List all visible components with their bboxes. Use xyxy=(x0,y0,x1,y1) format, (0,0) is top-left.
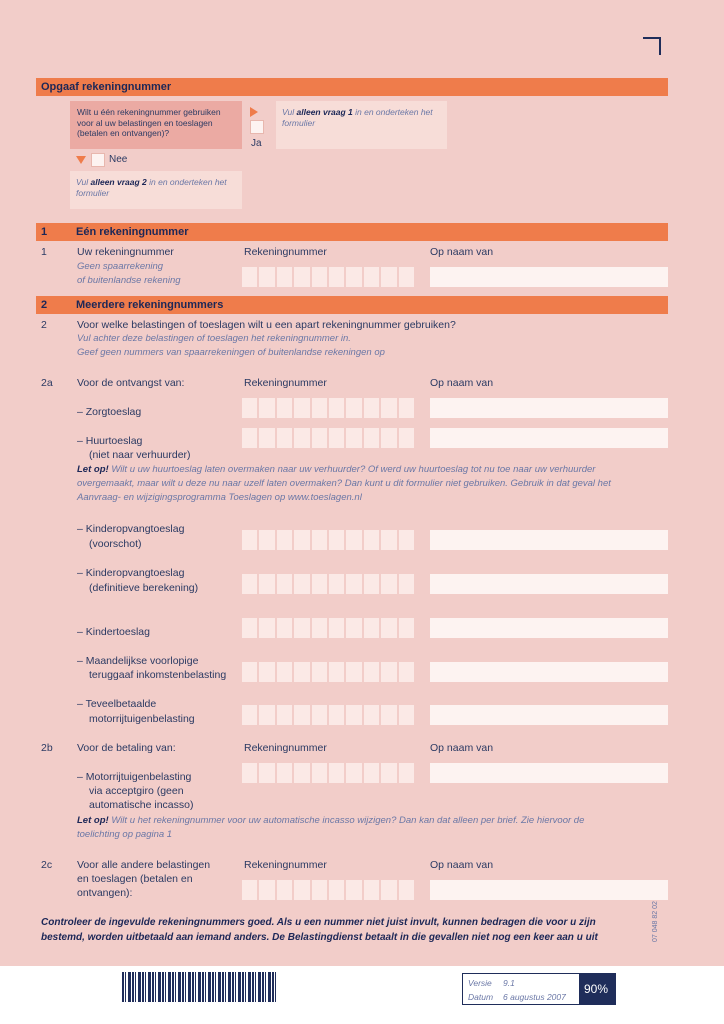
warning-text: overgemaakt, maar wilt u deze nu naar uzelf laten overmaken? Dan kunt u dit formulier niet gebruiken. Gebruik in dat geval het xyxy=(77,478,611,489)
version-label: Versie xyxy=(468,978,492,988)
warning-label: Let op! xyxy=(77,815,109,826)
account-name-field[interactable] xyxy=(430,398,668,418)
account-number-field[interactable] xyxy=(242,398,414,418)
barcode xyxy=(122,972,278,1002)
item-huurtoeslag: – Huurtoeslag xyxy=(77,435,143,447)
account-number-field[interactable] xyxy=(242,763,414,783)
yes-note-prefix: Vul xyxy=(282,107,295,117)
item-motorrijtuigenbelasting-sub: automatische incasso) xyxy=(89,799,194,811)
question-text: Voor welke belastingen of toeslagen wilt u een apart rekeningnummer gebruiken? xyxy=(77,319,456,331)
item-kinderopvang-definitief: – Kinderopvangtoeslag xyxy=(77,567,185,579)
section-title: Meerdere rekeningnummers xyxy=(76,299,224,311)
yes-note-suffix: in en onderteken het formulier xyxy=(282,107,433,128)
no-note-suffix: in en onderteken het formulier xyxy=(76,177,227,198)
column-header-account: Rekeningnummer xyxy=(244,246,327,258)
column-header-account: Rekeningnummer xyxy=(244,859,327,871)
question-number: 1 xyxy=(41,246,47,258)
form-code: 07 048 82 02 xyxy=(652,901,659,942)
no-note-prefix: Vul xyxy=(76,177,89,187)
verification-notice: Controleer de ingevulde rekeningnummers goed. Als u een nummer niet juist invult, kunnen bedragen die voor u zijn xyxy=(41,917,596,928)
question-number: 2 xyxy=(41,319,47,331)
question-hint: Vul achter deze belastingen of toeslagen het rekeningnummer in. xyxy=(77,333,351,344)
account-number-field[interactable] xyxy=(242,880,414,900)
question-hint: Geef geen nummers van spaarrekeningen of buitenlandse rekeningen op xyxy=(77,347,385,358)
account-name-field[interactable] xyxy=(430,530,668,550)
item-motorrijtuigenbelasting: – Motorrijtuigenbelasting xyxy=(77,771,192,783)
column-header-name: Op naam van xyxy=(430,859,494,871)
item-kinderopvang-voorschot-sub: (voorschot) xyxy=(89,538,142,550)
section-title: Eén rekeningnummer xyxy=(76,226,189,238)
question-number: 2a xyxy=(41,377,53,389)
account-name-field[interactable] xyxy=(430,428,668,448)
warning-text: toelichting op pagina 1 xyxy=(77,829,173,840)
account-number-field[interactable] xyxy=(242,618,414,638)
warning-text: Wilt u uw huurtoeslag laten overmaken naar uw verhuurder? Of werd uw huurtoeslag tot nu toe naar uw verhuurder xyxy=(111,464,596,475)
account-number-field[interactable] xyxy=(242,705,414,725)
warning-huurtoeslag xyxy=(77,463,673,505)
warning-incasso xyxy=(77,814,673,842)
question-label: Uw rekeningnummer xyxy=(77,246,174,258)
section-header-1 xyxy=(36,223,668,241)
item-huurtoeslag-sub: (niet naar verhuurder) xyxy=(89,449,191,461)
account-number-field[interactable] xyxy=(242,428,414,448)
question-label: Voor de betaling van: xyxy=(77,742,176,754)
section-header-2 xyxy=(36,296,668,314)
account-name-field[interactable] xyxy=(430,662,668,682)
account-name-field[interactable] xyxy=(430,763,668,783)
section-title: Opgaaf rekeningnummer xyxy=(41,81,172,93)
date-label: Datum xyxy=(468,992,494,1002)
version-value: 9.1 xyxy=(503,978,515,988)
section-number: 2 xyxy=(41,299,48,311)
account-name-field[interactable] xyxy=(430,880,668,900)
item-teveelbetaalde-mrb-sub: motorrijtuigenbelasting xyxy=(89,713,195,725)
question-hint: Geen spaarrekening xyxy=(77,261,164,272)
column-header-account: Rekeningnummer xyxy=(244,742,327,754)
date-value: 6 augustus 2007 xyxy=(503,992,566,1002)
verification-notice: bestemd, worden uitbetaald aan iemand anders. De Belastingdienst betaalt in die gevallen niet nog een keer aan u uit xyxy=(41,932,598,943)
item-maandelijkse-teruggaaf: – Maandelijkse voorlopige xyxy=(77,655,199,667)
question-number: 2c xyxy=(41,859,53,871)
question-label: ontvangen): xyxy=(77,887,133,899)
section-number: 1 xyxy=(41,226,48,238)
warning-text: Aanvraag- en wijzigingsprogramma Toeslagen op www.toeslagen.nl xyxy=(77,492,362,503)
account-name-field[interactable] xyxy=(430,574,668,594)
corner-mark-top-right xyxy=(643,37,661,55)
question-label: Voor de ontvangst van: xyxy=(77,377,185,389)
account-number-field[interactable] xyxy=(242,662,414,682)
question-label: Voor alle andere belastingen xyxy=(77,859,211,871)
column-header-name: Op naam van xyxy=(430,246,494,258)
item-motorrijtuigenbelasting-sub: via acceptgiro (geen xyxy=(89,785,184,797)
no-checkbox[interactable] xyxy=(91,153,105,167)
item-kindertoeslag: – Kindertoeslag xyxy=(77,626,150,638)
account-number-field[interactable] xyxy=(242,530,414,550)
arrow-right-icon xyxy=(250,107,258,117)
account-name-field[interactable] xyxy=(430,705,668,725)
section-header-opgaaf xyxy=(36,78,668,96)
warning-label: Let op! xyxy=(77,464,109,475)
account-number-field[interactable] xyxy=(242,267,414,287)
yes-note xyxy=(276,101,447,149)
percent-label: 90% xyxy=(584,982,609,996)
question-label: en toeslagen (betalen en xyxy=(77,873,193,885)
item-zorgtoeslag: – Zorgtoeslag xyxy=(77,406,142,418)
intro-question: Wilt u één rekeningnummer gebruiken voor al uw belastingen en toeslagen (betalen en ontvangen)? xyxy=(77,107,221,138)
no-note-bold: alleen vraag 2 xyxy=(90,177,147,187)
item-teveelbetaalde-mrb: – Teveelbetaalde xyxy=(77,698,157,710)
yes-label: Ja xyxy=(251,138,262,149)
column-header-name: Op naam van xyxy=(430,377,494,389)
question-hint: of buitenlandse rekening xyxy=(77,275,181,286)
warning-text: Wilt u het rekeningnummer voor uw automatische incasso wijzigen? Dan kan dat alleen per brief. Zie hiervoor de xyxy=(111,815,585,826)
item-kinderopvang-voorschot: – Kinderopvangtoeslag xyxy=(77,523,185,535)
account-name-field[interactable] xyxy=(430,267,668,287)
item-maandelijkse-teruggaaf-sub: teruggaaf inkomstenbelasting xyxy=(89,669,227,681)
no-label: Nee xyxy=(109,154,128,165)
item-kinderopvang-definitief-sub: (definitieve berekening) xyxy=(89,582,199,594)
question-number: 2b xyxy=(41,742,53,754)
column-header-name: Op naam van xyxy=(430,742,494,754)
column-header-account: Rekeningnummer xyxy=(244,377,327,389)
arrow-down-icon xyxy=(76,156,86,164)
no-note xyxy=(70,171,242,209)
account-number-field[interactable] xyxy=(242,574,414,594)
account-name-field[interactable] xyxy=(430,618,668,638)
yes-note-bold: alleen vraag 1 xyxy=(296,107,353,117)
yes-checkbox[interactable] xyxy=(250,120,264,134)
